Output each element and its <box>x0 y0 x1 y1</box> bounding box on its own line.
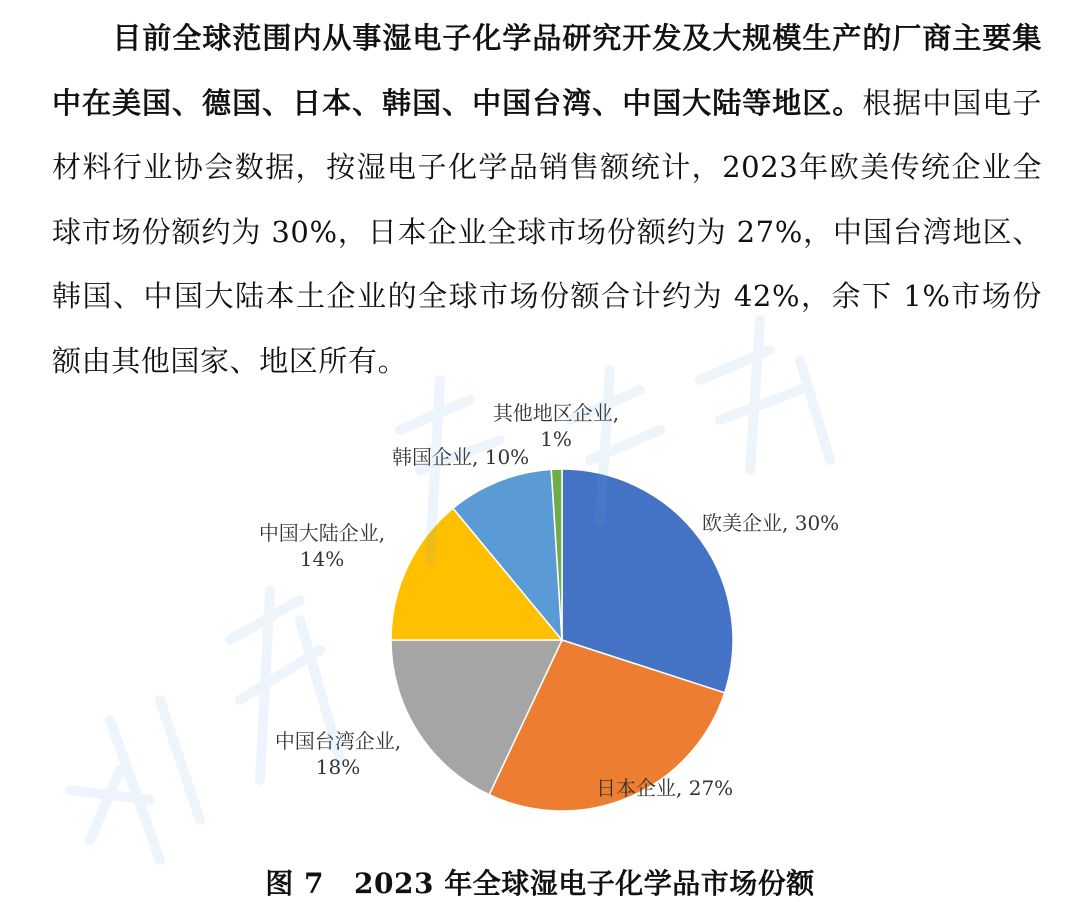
pie-slices <box>391 469 733 811</box>
slice-label-line: 中国台湾企业, <box>274 729 402 753</box>
slice-label-4 <box>259 521 385 571</box>
slice-label-line: 其他地区企业, <box>492 401 620 425</box>
paragraph-normal-text: 根据中国电子材料行业协会数据，按湿电子化学品销售额统计，2023年欧美传统企业全球市场份额约为 30%，日本企业全球市场份额约为 27%，中国台湾地区、韩国、中国大陆本土企业的全球市场份额合计约为 42%，余下 1%市场份额由其他国家、地区所有。 <box>52 85 1042 378</box>
slice-label-line: 中国大陆企业, <box>258 521 386 545</box>
slice-label-1 <box>702 511 839 535</box>
slice-label-line: 欧美企业, 30% <box>702 511 840 535</box>
slice-label-line: 14% <box>299 547 345 571</box>
figure-caption <box>0 862 1080 902</box>
slice-label-2 <box>596 776 733 800</box>
slice-label-line: 1% <box>540 427 572 451</box>
slice-label-6 <box>493 401 619 451</box>
slice-label-line: 18% <box>315 755 361 779</box>
figure-number: 图 7 <box>265 867 325 900</box>
figure-title: 2023 年全球湿电子化学品市场份额 <box>354 867 815 900</box>
slice-label-3 <box>275 729 401 779</box>
slice-label-line: 日本企业, 27% <box>596 776 734 800</box>
paragraph-bold-sentence: 目前全球范围内从事湿电子化学品研究开发及大规模生产的厂商主要集中在美国、德国、日本、韩国、中国台湾、中国大陆等地区。 <box>52 21 1042 120</box>
slice-label-line: 韩国企业, 10% <box>392 445 530 469</box>
slice-label-5 <box>392 445 529 469</box>
